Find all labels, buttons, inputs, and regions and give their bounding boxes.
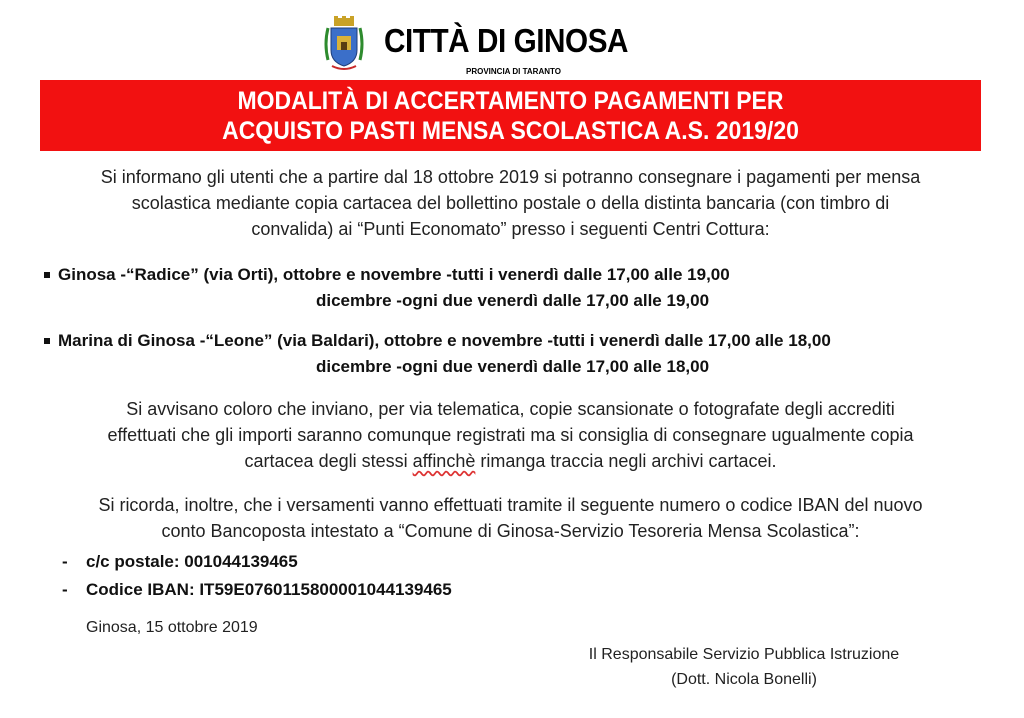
document-date: Ginosa, 15 ottobre 2019 (86, 619, 258, 636)
banner-line-2: ACQUISTO PASTI MENSA SCOLASTICA A.S. 2019/20 (222, 117, 799, 145)
notice-line: Si avvisano coloro che inviano, per via telematica, copie scansionate o fotografate degli accrediti (126, 399, 895, 419)
center-item-ginosa (40, 262, 985, 314)
intro-paragraph (40, 164, 981, 242)
reminder-line: conto Bancoposta intestato a “Comune di Ginosa-Servizio Tesoreria Mensa Scolastica”: (161, 521, 860, 541)
iban-code (62, 578, 452, 602)
postal-account-text: c/c postale: 001044139465 (86, 552, 298, 571)
iban-text: Codice IBAN: IT59E0760115800001044139465 (86, 580, 452, 599)
signature-role: Il Responsabile Servizio Pubblica Istruzione (588, 646, 900, 663)
dash-marker: - (62, 580, 68, 599)
notice-line (40, 448, 981, 474)
center-schedule: Marina di Ginosa -“Leone” (via Baldari), ottobre e novembre -tutti i venerdì dalle 17,00 alle 18,00 (58, 331, 831, 350)
intro-line: scolastica mediante copia cartacea del bollettino postale o della distinta bancaria (con timbro di (131, 193, 890, 213)
notice-text: rimanga traccia negli archivi cartacei. (475, 451, 777, 471)
reminder-paragraph (40, 492, 981, 544)
center-december: dicembre -ogni due venerdì dalle 17,00 alle 18,00 (315, 357, 710, 376)
center-item-marina (40, 328, 985, 380)
coat-of-arms-icon (322, 14, 366, 72)
city-title: CITTÀ DI GINOSA (384, 22, 629, 59)
reminder-line: Si ricorda, inoltre, che i versamenti vanno effettuati tramite il seguente numero o codice IBAN del nuovo (98, 495, 923, 515)
spellcheck-word: affinchè (412, 451, 476, 471)
notice-text: cartacea degli stessi (244, 451, 413, 471)
title-banner (40, 80, 981, 151)
postal-account (62, 550, 298, 574)
center-december: dicembre -ogni due venerdì dalle 17,00 alle 19,00 (315, 291, 710, 310)
province-label: PROVINCIA DI TARANTO (466, 67, 561, 76)
center-schedule: Ginosa -“Radice” (via Orti), ottobre e novembre -tutti i venerdì dalle 17,00 alle 19,00 (58, 265, 730, 284)
bullet-square-icon (44, 338, 50, 344)
signature-name: (Dott. Nicola Bonelli) (671, 671, 817, 688)
intro-line: Si informano gli utenti che a partire dal 18 ottobre 2019 si potranno consegnare i pagamenti per mensa (100, 167, 921, 187)
notice-line: effettuati che gli importi saranno comunque registrati ma si consiglia di consegnare ugualmente copia (107, 425, 914, 445)
bullet-square-icon (44, 272, 50, 278)
signature-block (560, 642, 928, 692)
dash-marker: - (62, 552, 68, 571)
notice-paragraph (40, 396, 981, 474)
banner-line-1: MODALITÀ DI ACCERTAMENTO PAGAMENTI PER (237, 87, 784, 115)
intro-line: convalida) ai “Punti Economato” presso i seguenti Centri Cottura: (251, 219, 770, 239)
